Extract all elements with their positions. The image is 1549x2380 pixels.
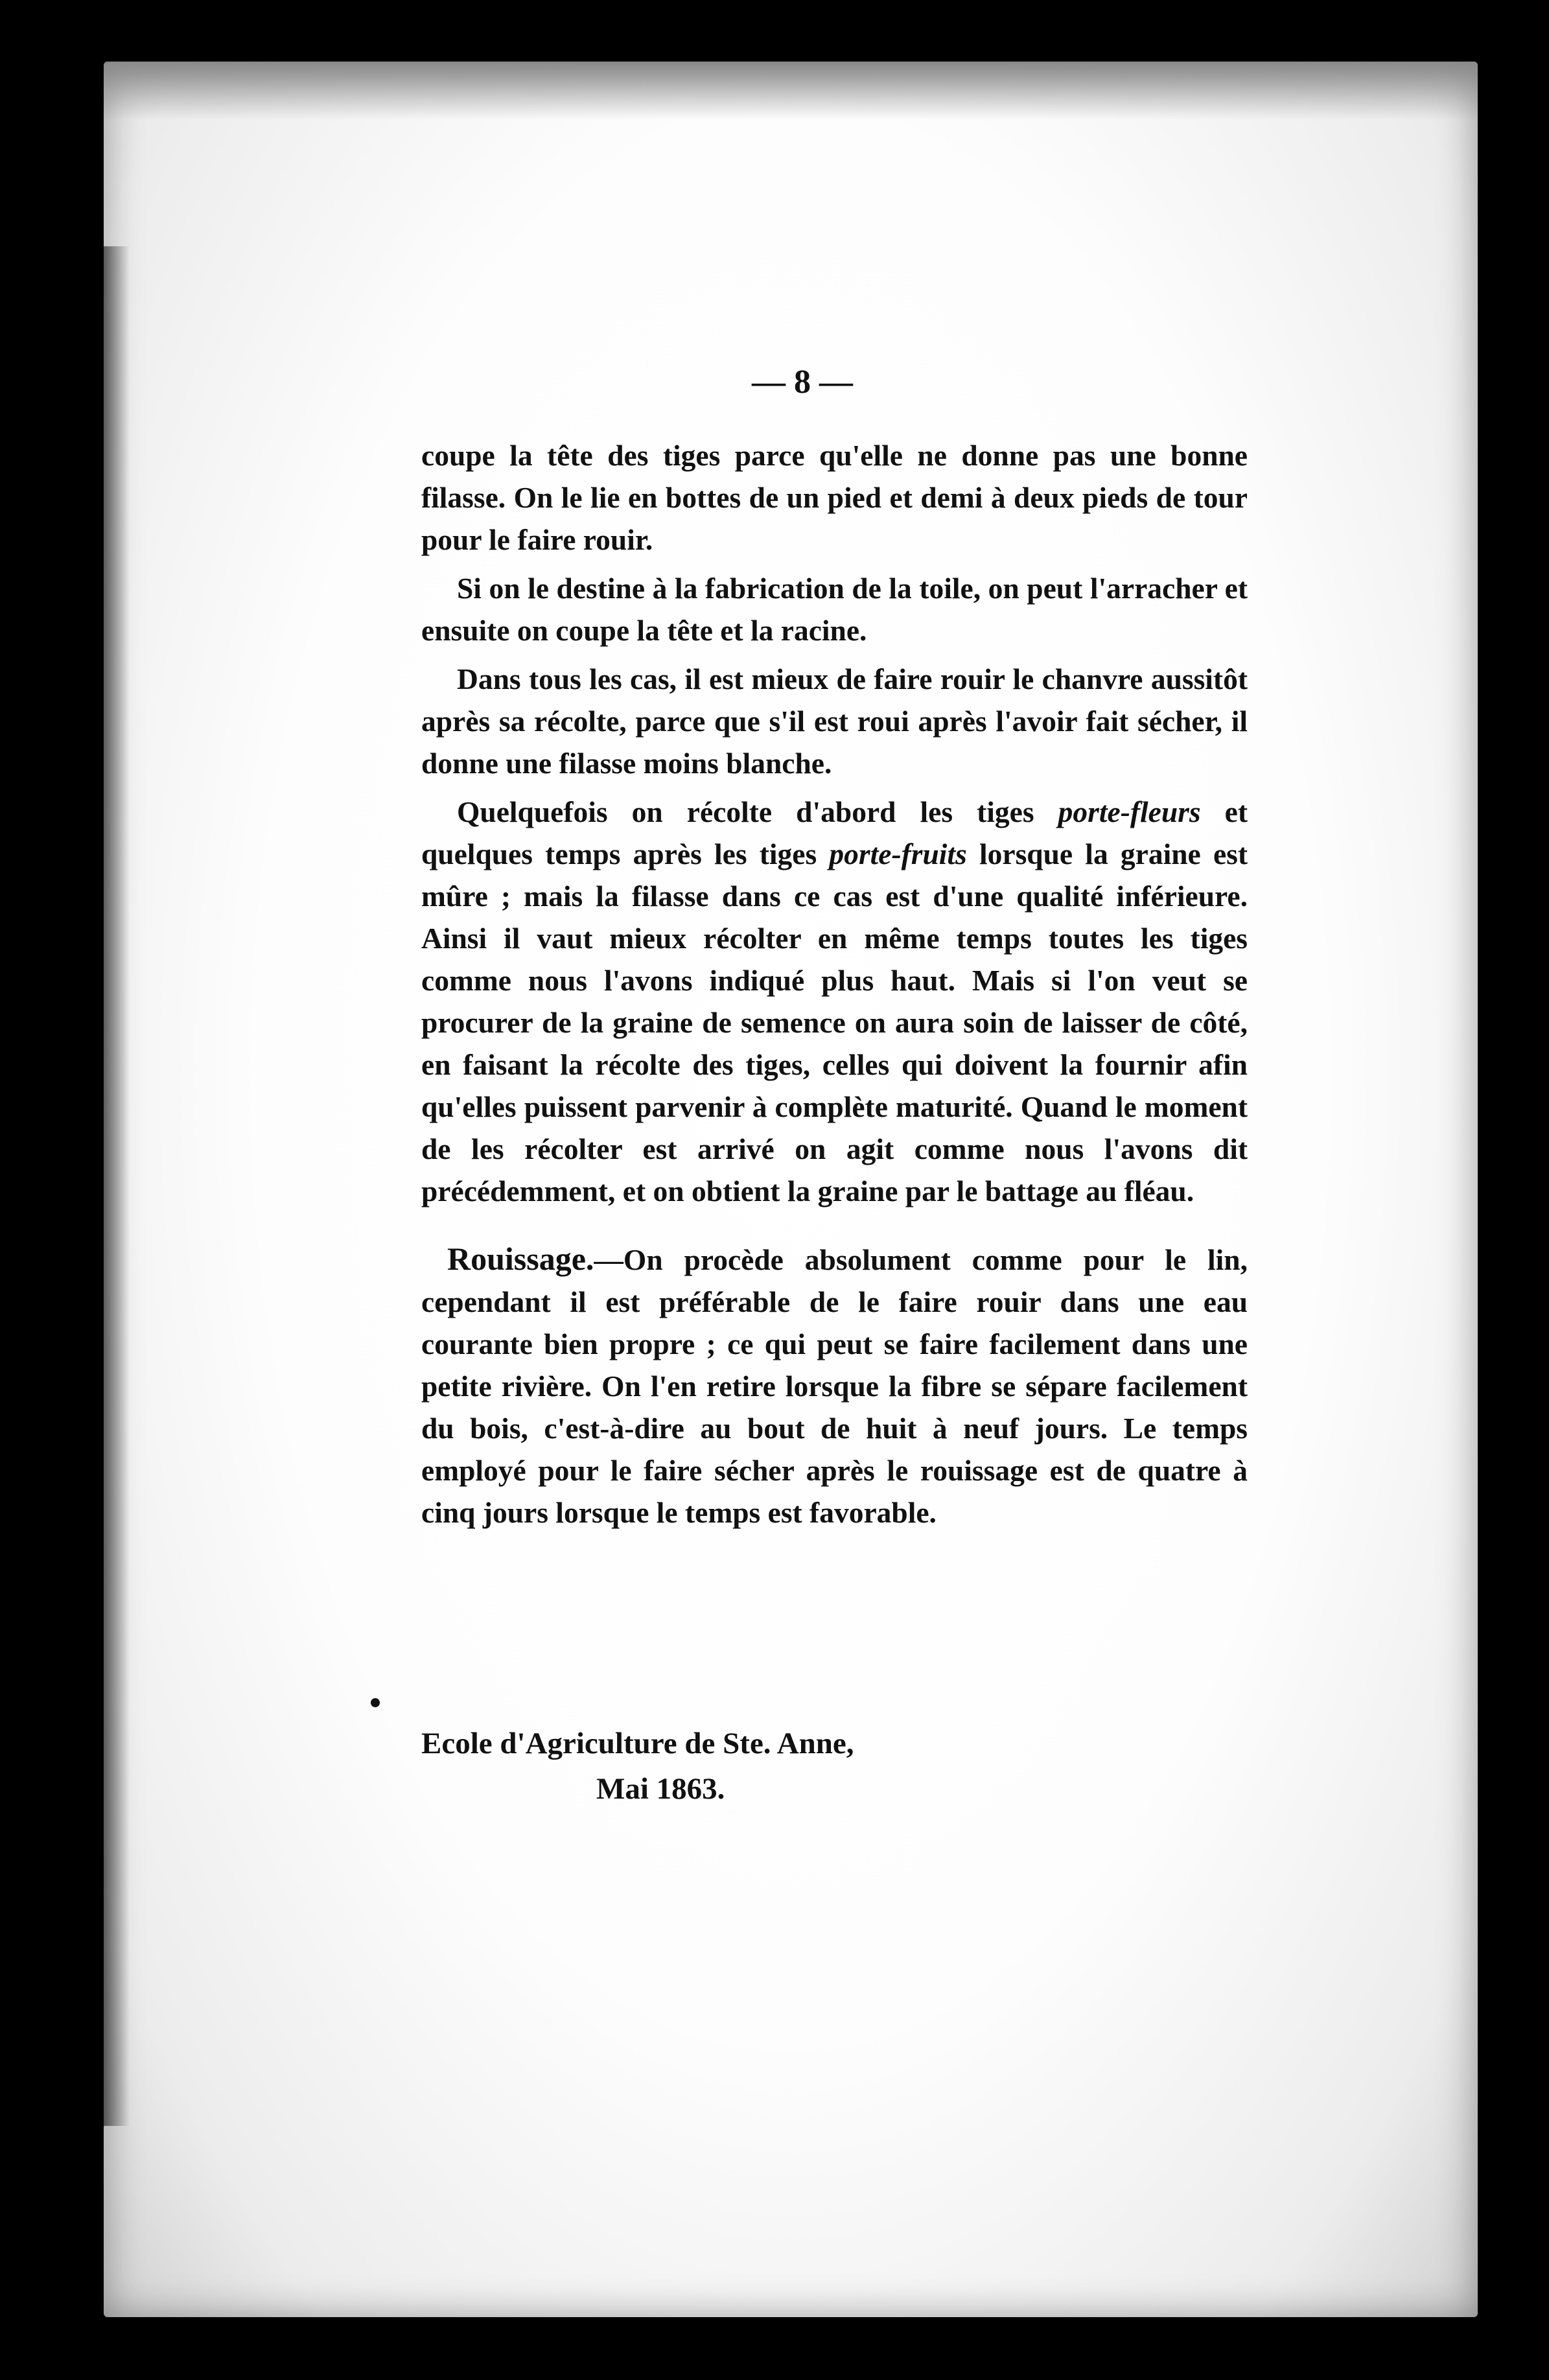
signature-block [421,1721,1005,1812]
page-body [421,434,1248,1540]
paragraph-4-text-3: lorsque la graine est mûre ; mais la filasse dans ce cas est d'une qualité inférieure. Ainsi il vaut mieux récolter en même temps toutes les tiges comme nous l'avons indiqué plus haut. Mais si l'on veut se procurer de la graine de semence on aura soin de laisser de côté, en faisant la récolte des tiges, celles qui doivent la fournir afin qu'elles puissent parvenir à complète maturité. Quand le moment de les récolter est arrivé on agit comme nous l'avons dit précédemment, et on obtient la graine par le battage au fléau. [421,837,1248,1208]
page-number: — 8 — [752,364,853,401]
ink-dot [371,1698,380,1707]
paragraph-3: Dans tous les cas, il est mieux de faire rouir le chanvre aussitôt après sa récolte, parce que s'il est roui après l'avoir fait sécher, il donne une filasse moins blanche. [421,662,1248,780]
signature-place: Ecole d'Agriculture de Ste. Anne, [421,1727,854,1760]
paragraph-2: Si on le destine à la fabrication de la toile, on peut l'arracher et ensuite on coupe la tête et la racine. [421,572,1248,647]
section-text: —On procède absolument comme pour le lin, cependant il est préférable de le faire rouir dans une eau courante bien propre ; ce qui peut se faire facilement dans une petite rivière. On l'en retire lorsque la fibre se sépare facilement du bois, c'est-à-dire au bout de huit à neuf jours. Le temps employé pour le faire sécher après le rouissage est de quatre à cinq jours lorsque le temps est favorable. [421,1243,1248,1529]
page-shadow-top [104,62,1478,120]
paragraph-4 [421,791,1248,1212]
section-rouissage [421,1238,1248,1534]
paragraph-4-text-2: et quelques temps après les tiges [421,795,1248,870]
paragraph-4-text-1: Quelquefois on récolte d'abord les tiges [457,795,1058,828]
paragraph-1: coupe la tête des tiges parce qu'elle ne donne pas une bonne filasse. On le lie en bottes de un pied et demi à deux pieds de tour pour le faire rouir. [421,439,1248,556]
section-heading: Rouissage. [447,1241,594,1277]
italic-porte-fruits: porte-fruits [829,837,967,870]
signature-date: Mai 1863. [596,1772,725,1806]
page-shadow-left [104,246,130,2126]
italic-porte-fleurs: porte-fleurs [1058,795,1201,828]
